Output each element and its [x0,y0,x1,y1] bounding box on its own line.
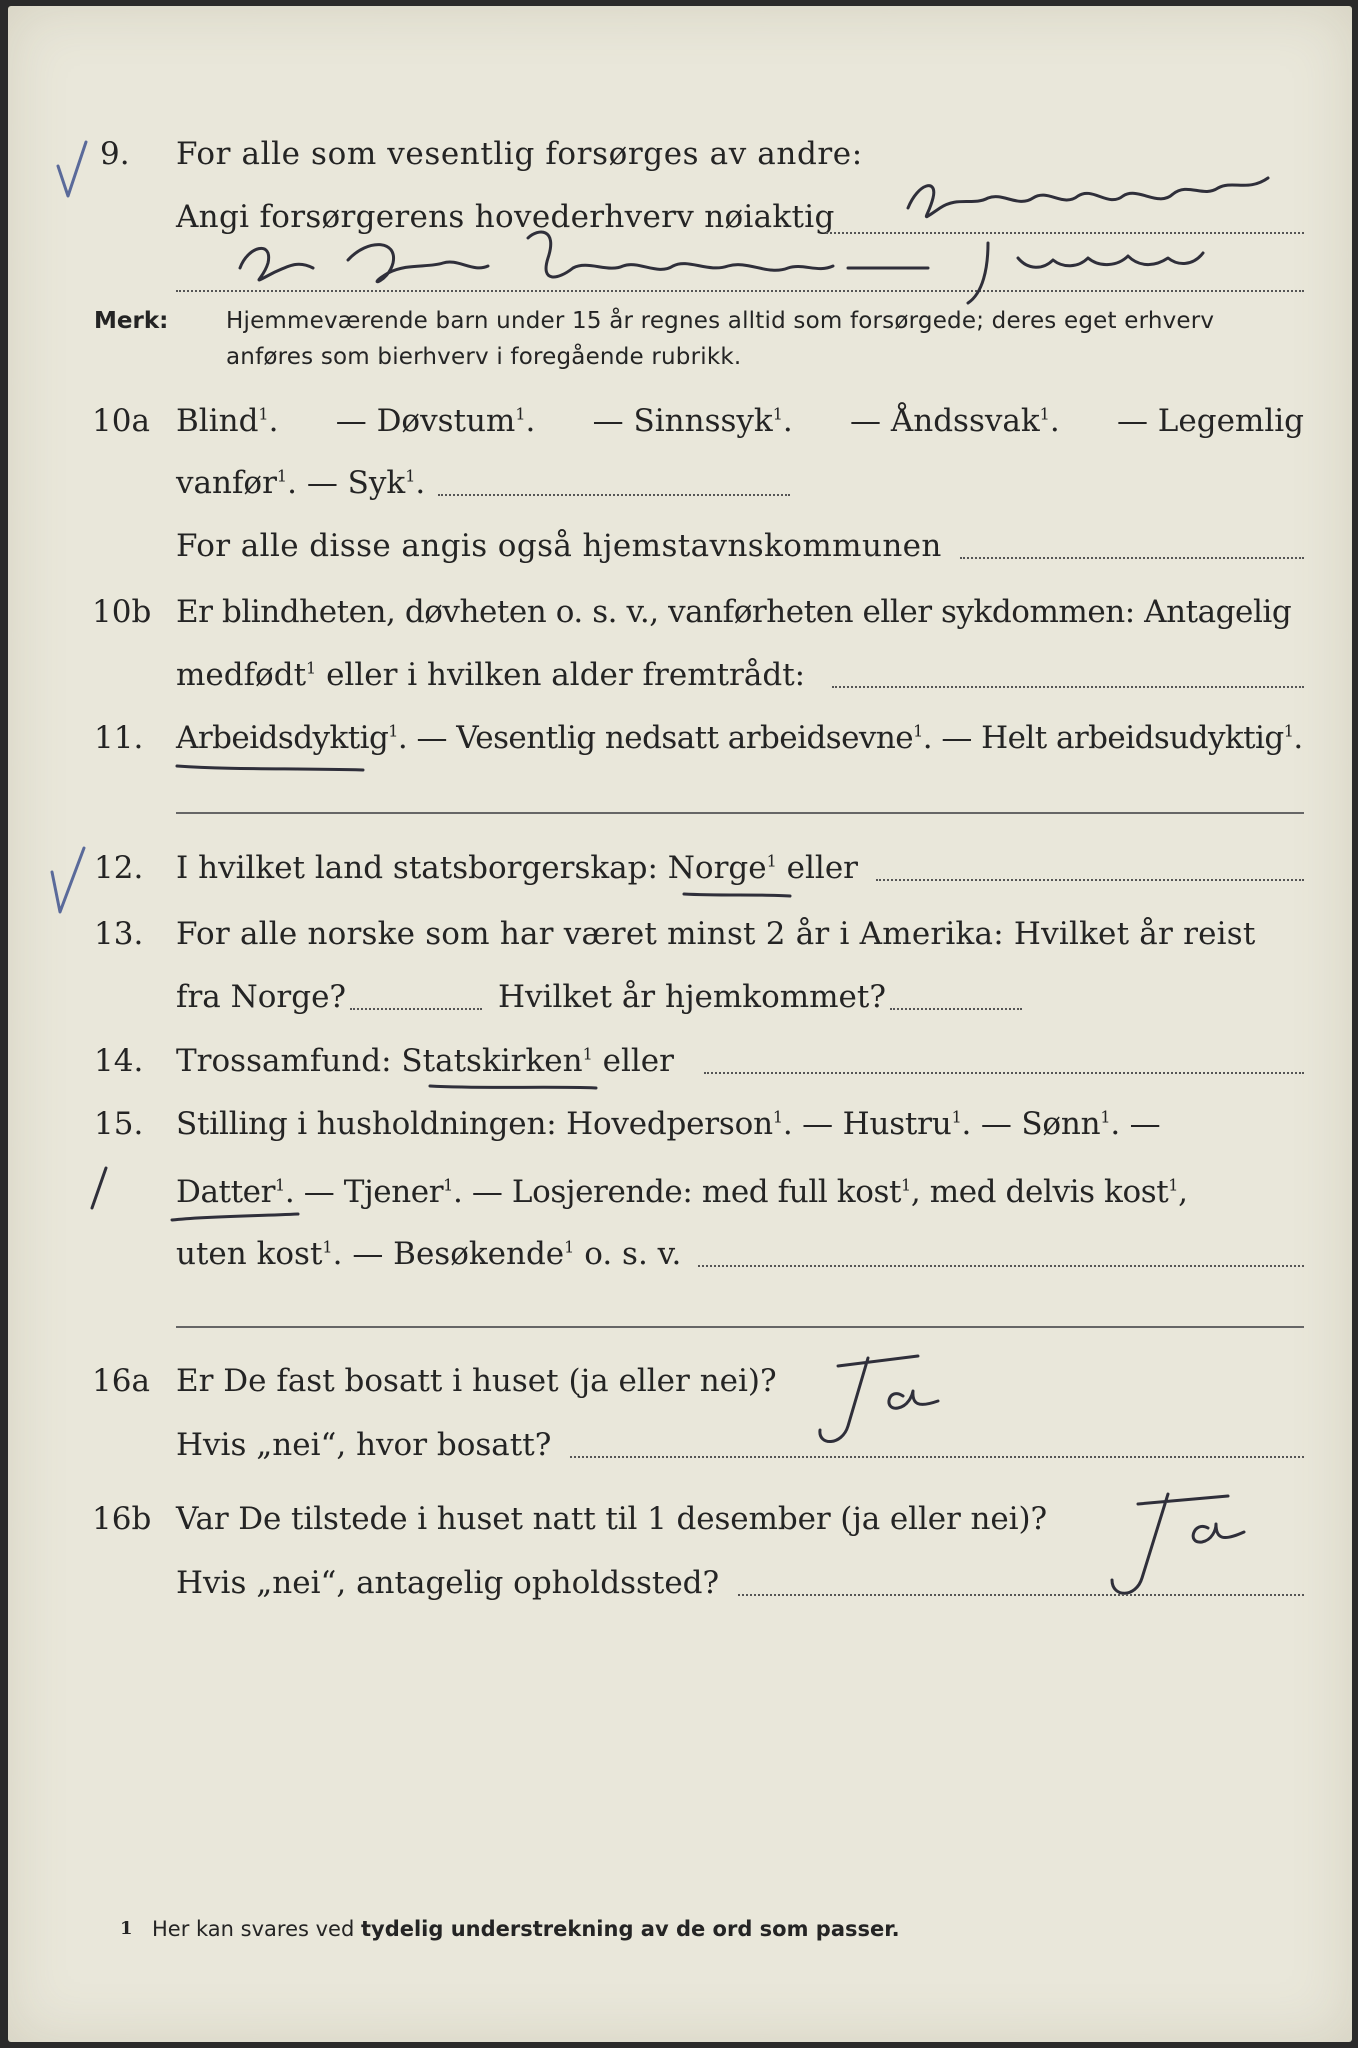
check-mark-q9 [52,136,92,206]
merk-label: Merk: [94,308,169,334]
q12-answer-line [876,879,1304,881]
q10a-line2: vanfør$^1$. — Syk$^1$. [176,465,426,501]
option-andssvak: — Åndssvak$^1$. [850,403,1060,439]
q15-number: 15. [94,1106,144,1142]
q10b-line2: medfødt$^1$ eller i hvilken alder fremtrådt: [176,657,806,693]
slash-mark-q15 [84,1164,114,1214]
q11-answer-line [176,812,1304,814]
handwritten-answer-16b [1098,1486,1278,1606]
underline-statskirken [426,1080,606,1094]
q9-line2: Angi forsørgerens hovederhverv nøiaktig [176,199,835,235]
q9-line1: For alle som vesentlig forsørges av andre: [176,136,863,172]
q10a-line3: For alle disse angis også hjemstavnskommunen [176,528,942,564]
merk-line1: Hjemmeværende barn under 15 år regnes alltid som forsørgede; deres eget erhverv [226,308,1215,334]
q12-line: I hvilket land statsborgerskap: Norge$^1$ eller [176,850,858,886]
q14-answer-line [704,1072,1304,1074]
q13-hjemkommet-line [890,1008,1022,1010]
option-sinnssyk: — Sinnssyk$^1$. [592,403,793,439]
q15-line2: Datter$^1$. — Tjener$^1$. — Losjerende: med full kost$^1$, med delvis kost$^1$, [176,1174,1188,1210]
option-dovstum: — Døvstum$^1$. [335,403,536,439]
q14-number: 14. [94,1043,144,1079]
q11-line: Arbeidsdyktig$^1$. — Vesentlig nedsatt arbeidsevne$^1$. — Helt arbeidsudyktig$^1$. [176,720,1303,756]
q10b-line1: Er blindheten, døvheten o. s. v., vanførheten eller sykdommen: Antagelig [176,594,1292,630]
q10a-line1 [176,403,1304,439]
option-blind: Blind$^1$. [176,403,279,439]
q15-line1: Stilling i husholdningen: Hovedperson$^1$. — Hustru$^1$. — Sønn$^1$. — [176,1106,1161,1142]
underline-arbeidsdyktig [173,758,373,778]
q13-line2b: Hvilket år hjemkommet? [498,979,886,1015]
underline-datter [168,1210,308,1230]
q16b-line1: Var De tilstede i huset natt til 1 desember (ja eller nei)? [176,1501,1047,1537]
q9-number: 9. [100,136,130,172]
q14-line: Trossamfund: Statskirken$^1$ eller [176,1043,674,1079]
q15-line3: uten kost$^1$. — Besøkende$^1$ o. s. v. [176,1236,682,1272]
q16a-number: 16a [92,1363,150,1399]
q10a-hjemstavn-line [960,557,1304,559]
q13-reist-line [350,1008,482,1010]
q10b-number: 10b [92,594,152,630]
census-form-page [8,6,1352,2042]
option-legemlig: — Legemlig [1116,403,1304,439]
section-divider [176,1326,1304,1328]
q11-number: 11. [94,720,144,756]
handwritten-answer-16a [808,1346,988,1456]
q16b-answer-line [738,1594,1304,1596]
q10b-answer-line [832,686,1304,688]
footnote-mark: 1 [120,1918,133,1939]
q16b-line2: Hvis „nei“, antagelig opholdssted? [176,1565,720,1601]
handwritten-occupation [228,168,1308,308]
q10a-syk-line [438,494,790,496]
q15-answer-line [698,1265,1304,1267]
q13-number: 13. [94,916,144,952]
q13-line1: For alle norske som har været minst 2 år i Amerika: Hvilket år reist [176,916,1256,952]
q12-number: 12. [94,850,144,886]
q16a-line2: Hvis „nei“, hvor bosatt? [176,1427,552,1463]
q13-line2a: fra Norge? [176,979,347,1015]
q10a-number: 10a [92,403,150,439]
check-mark-q12 [44,842,94,922]
footnote-text: Her kan svares ved tydelig understrekning av de ord som passer. [152,1917,900,1941]
q16a-line1: Er De fast bosatt i huset (ja eller nei)? [176,1363,777,1399]
underline-norge [680,888,800,902]
q16b-number: 16b [92,1501,152,1537]
q16a-answer-line [570,1456,1304,1458]
merk-line2: anføres som bierhverv i foregående rubrikk. [226,344,742,370]
